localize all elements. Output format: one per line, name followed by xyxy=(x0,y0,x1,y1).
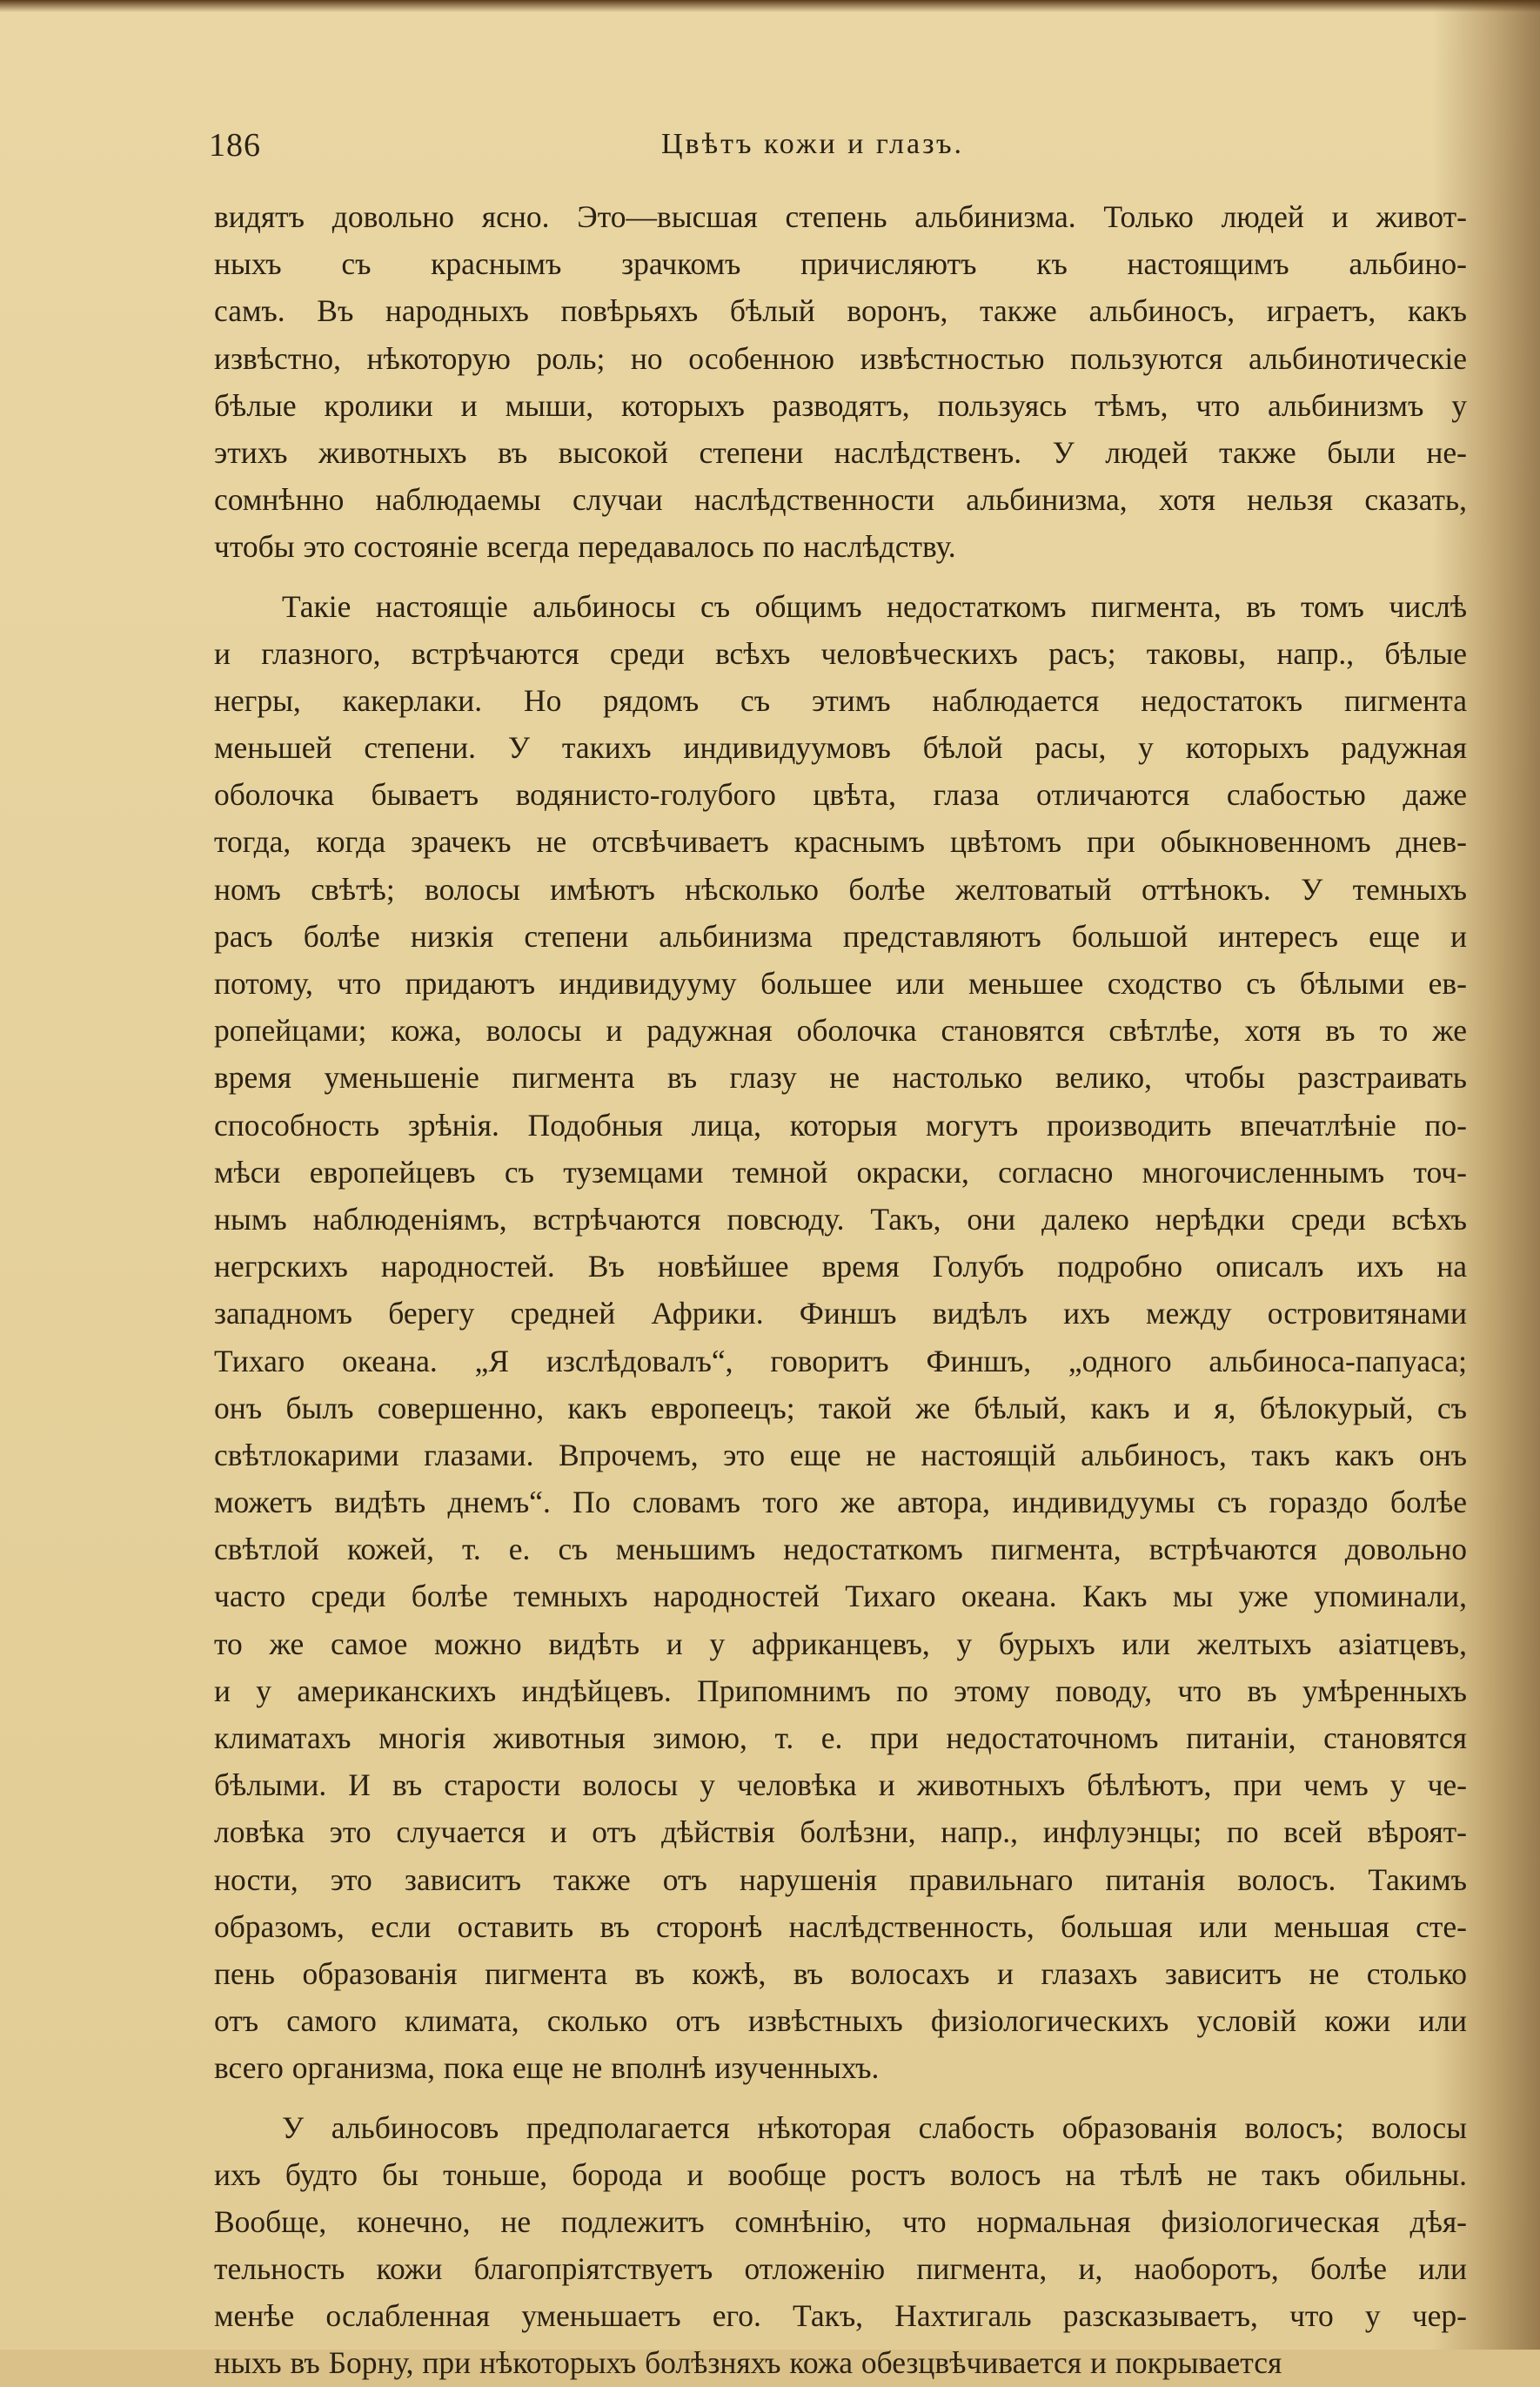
text-line: этихъ животныхъ въ высокой степени наслѣдственъ. У людей также были не- xyxy=(214,434,1467,470)
text-line: расъ болѣе низкія степени альбинизма представляютъ большой интересъ еще и xyxy=(214,918,1467,954)
text-line: номъ свѣтѣ; волосы имѣютъ нѣсколько болѣе желтоватый оттѣнокъ. У темныхъ xyxy=(214,871,1467,907)
text-line: потому, что придаютъ индивидууму большее или меньшее сходство съ бѣлыми ев- xyxy=(214,966,1467,1001)
text-line: видятъ довольно ясно. Это—высшая степень альбинизма. Только людей и живот- xyxy=(214,199,1467,234)
text-line: способность зрѣнія. Подобныя лица, которыя могутъ производить впечатлѣніе по- xyxy=(214,1107,1467,1143)
text-line: время уменьшеніе пигмента въ глазу не настолько велико, чтобы разстраивать xyxy=(214,1060,1467,1096)
page-top-edge xyxy=(0,0,1540,12)
text-line: всего организма, пока еще не вполнѣ изученныхъ. xyxy=(214,2050,880,2086)
text-line: Такіе настоящіе альбиносы съ общимъ недостаткомъ пигмента, въ томъ числѣ xyxy=(282,588,1467,624)
text-line: нымъ наблюденіямъ, встрѣчаются повсюду. Такъ, они далеко нерѣдки среди всѣхъ xyxy=(214,1201,1467,1237)
running-head: Цвѣтъ кожи и глазъ. xyxy=(661,128,965,160)
text-line: извѣстно, нѣкоторую роль; но особенною извѣстностью пользуются альбинотическіе xyxy=(214,340,1467,376)
paragraph-gap xyxy=(214,571,1467,583)
text-line: менѣе ослабленная уменьшаетъ его. Такъ, Нахтигаль разсказываетъ, что у чер- xyxy=(214,2298,1467,2334)
text-line: климатахъ многія животныя зимою, т. е. при недостаточномъ питаніи, становятся xyxy=(214,1720,1467,1755)
page-header xyxy=(209,126,1462,170)
text-line: Вообще, конечно, не подлежитъ сомнѣнію, что нормальная физіологическая дѣя- xyxy=(214,2203,1467,2239)
page-number: 186 xyxy=(209,127,261,164)
text-line: Тихаго океана. „Я изслѣдовалъ“, говоритъ Финшъ, „одного альбиноса-папуаса; xyxy=(214,1343,1467,1378)
text-line: свѣтлой кожей, т. е. съ меньшимъ недостаткомъ пигмента, встрѣчаются довольно xyxy=(214,1532,1467,1567)
text-line: бѣлыми. И въ старости волосы у человѣка и животныхъ бѣлѣютъ, при чемъ у че- xyxy=(214,1767,1467,1803)
text-line: У альбиносовъ предполагается нѣкоторая слабость образованія волосъ; волосы xyxy=(282,2109,1467,2145)
text-line: тельность кожи благопріятствуетъ отложенію пигмента, и, наоборотъ, болѣе или xyxy=(214,2251,1467,2287)
text-line: меньшей степени. У такихъ индивидуумовъ бѣлой расы, у которыхъ радужная xyxy=(214,730,1467,766)
text-line: ропейцами; кожа, волосы и радужная оболочка становятся свѣтлѣе, хотя въ то же xyxy=(214,1013,1467,1049)
paragraph xyxy=(214,2104,1467,2387)
text-line: свѣтлокарими глазами. Впрочемъ, это еще не настоящій альбиносъ, такъ какъ онъ xyxy=(214,1437,1467,1472)
paragraph xyxy=(214,583,1467,2092)
text-line: то же самое можно видѣть и у африканцевъ, у бурыхъ или желтыхъ азіатцевъ, xyxy=(214,1626,1467,1661)
text-line: ныхъ съ краснымъ зрачкомъ причисляютъ къ настоящимъ альбино- xyxy=(214,246,1467,282)
paragraph-gap xyxy=(214,2092,1467,2104)
text-line: ности, это зависитъ также отъ нарушенія правильнаго питанія волосъ. Такимъ xyxy=(214,1861,1467,1897)
text-line: онъ былъ совершенно, какъ европеецъ; такой же бѣлый, какъ и я, бѣлокурый, съ xyxy=(214,1390,1467,1425)
text-line: образомъ, если оставить въ сторонѣ наслѣдственность, большая или меньшая сте- xyxy=(214,1908,1467,1944)
text-line: отъ самого климата, сколько отъ извѣстныхъ физіологическихъ условій кожи или xyxy=(214,2003,1467,2039)
text-line: ныхъ въ Борну, при нѣкоторыхъ болѣзняхъ кожа обезцвѣчивается и покрывается xyxy=(214,2345,1282,2381)
text-line: мѣси европейцевъ съ туземцами темной окраски, согласно многочисленнымъ точ- xyxy=(214,1154,1467,1190)
text-line: чтобы это состояніе всегда передавалось по наслѣдству. xyxy=(214,529,956,565)
text-line: негрскихъ народностей. Въ новѣйшее время Голубъ подробно описалъ ихъ на xyxy=(214,1249,1467,1284)
text-line: сомнѣнно наблюдаемы случаи наслѣдственности альбинизма, хотя нельзя сказать, xyxy=(214,482,1467,518)
text-line: пень образованія пигмента въ кожѣ, въ волосахъ и глазахъ зависитъ не столько xyxy=(214,1955,1467,1991)
text-line: негры, какерлаки. Но рядомъ съ этимъ наблюдается недостатокъ пигмента xyxy=(214,682,1467,718)
text-line: оболочка бываетъ водянисто-голубого цвѣта, глаза отличаются слабостью даже xyxy=(214,777,1467,813)
text-line: можетъ видѣть днемъ“. По словамъ того же автора, индивидуумы съ гораздо болѣе xyxy=(214,1485,1467,1520)
text-line: ихъ будто бы тоньше, борода и вообще ростъ волосъ на тѣлѣ не такъ обильны. xyxy=(214,2156,1467,2192)
text-line: бѣлые кролики и мыши, которыхъ разводятъ, пользуясь тѣмъ, что альбинизмъ у xyxy=(214,387,1467,423)
text-line: часто среди болѣе темныхъ народностей Тихаго океана. Какъ мы уже упоминали, xyxy=(214,1579,1467,1614)
text-line: ловѣка это случается и отъ дѣйствія болѣзни, напр., инфлуэнцы; по всей вѣроят- xyxy=(214,1814,1467,1850)
text-line: и у американскихъ индѣйцевъ. Припомнимъ по этому поводу, что въ умѣренныхъ xyxy=(214,1673,1467,1708)
text-line: и глазного, встрѣчаются среди всѣхъ человѣческихъ расъ; таковы, напр., бѣлые xyxy=(214,635,1467,671)
text-line: западномъ берегу средней Африки. Финшъ видѣлъ ихъ между островитянами xyxy=(214,1296,1467,1331)
body-text xyxy=(214,193,1467,2387)
paragraph xyxy=(214,193,1467,571)
text-line: самъ. Въ народныхъ повѣрьяхъ бѣлый воронъ, также альбиносъ, играетъ, какъ xyxy=(214,293,1467,329)
text-line: тогда, когда зрачекъ не отсвѣчиваетъ краснымъ цвѣтомъ при обыкновенномъ днев- xyxy=(214,824,1467,860)
